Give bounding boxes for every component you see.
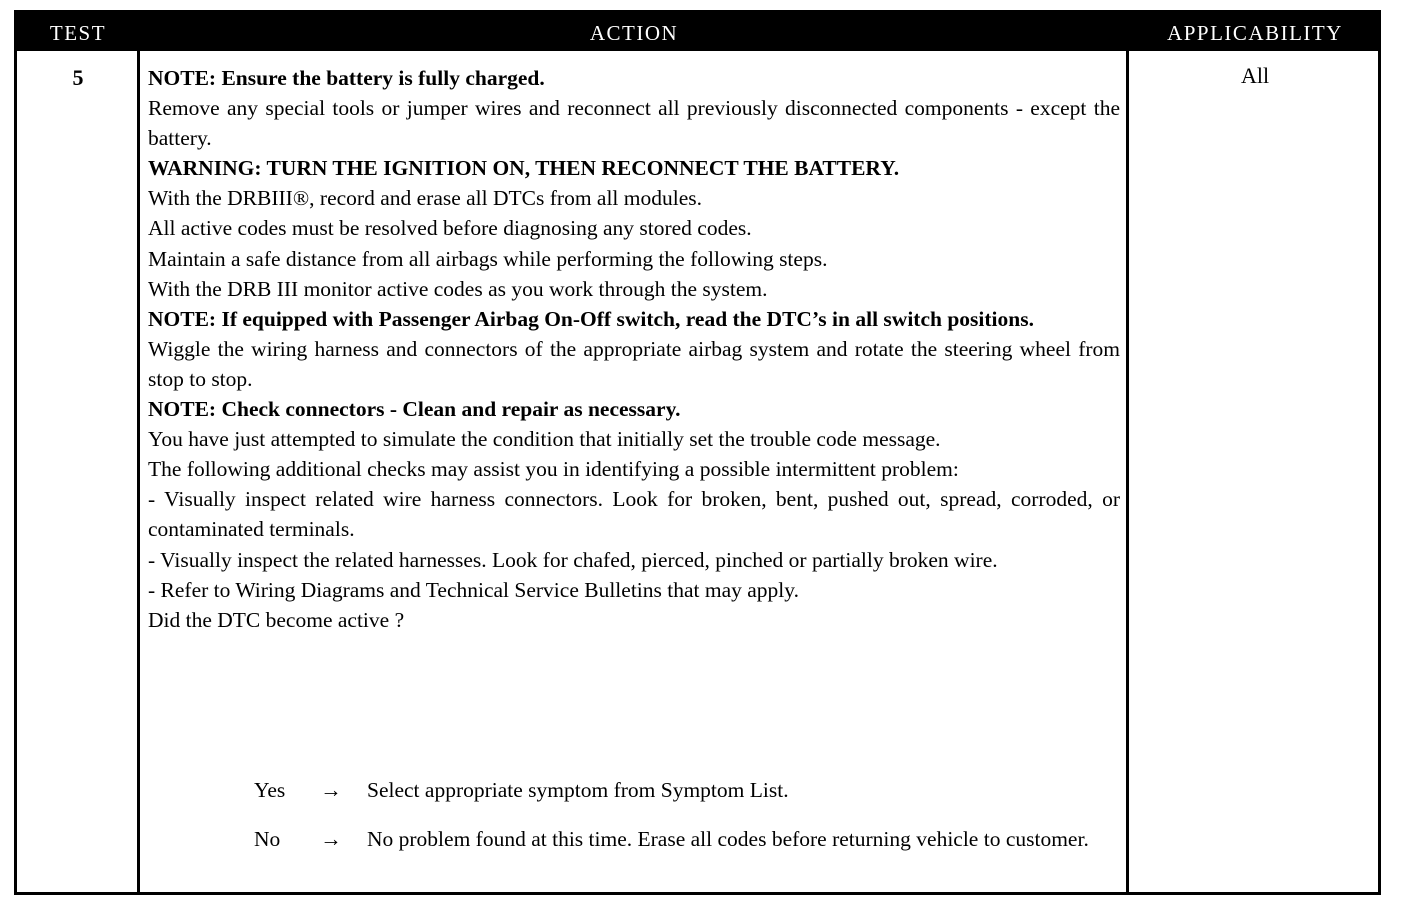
action-line: NOTE: Ensure the battery is fully charged. (148, 66, 545, 90)
applicability-value: All (1240, 63, 1270, 88)
action-line: The following additional checks may assist you in identifying a possible intermittent problem: (148, 457, 959, 482)
action-line: You have just attempted to simulate the condition that initially set the trouble code message. (148, 427, 941, 452)
action-line: - Visually inspect related wire harness connectors. Look for broken, bent, pushed out, spread, corroded, or contaminated terminals. (148, 487, 1120, 542)
action-line: - Visually inspect the related harnesses. Look for chafed, pierced, pinched or partially broken wire. (148, 547, 998, 572)
action-line: WARNING: TURN THE IGNITION ON, THEN RECONNECT THE BATTERY. (148, 156, 900, 181)
header-action: ACTION (589, 21, 679, 45)
action-line: With the DRBIII®, record and erase all DTCs from all modules. (148, 186, 703, 211)
action-line: Did the DTC become active ? (148, 607, 405, 632)
column-divider-applicability (1126, 51, 1129, 892)
action-line: Wiggle the wiring harness and connectors of the appropriate airbag system and rotate the steering wheel from stop to stop. (148, 336, 1120, 391)
arrow-right-icon: → (320, 827, 342, 851)
test-number: 5 (72, 65, 84, 90)
choice-yes-label: Yes (254, 778, 286, 802)
action-line: - Refer to Wiring Diagrams and Technical Service Bulletins that may apply. (148, 577, 800, 602)
table-header (17, 13, 1378, 51)
action-line: Remove any special tools or jumper wires and reconnect all previously disconnected components - except the battery. (148, 96, 1120, 151)
action-line: NOTE: If equipped with Passenger Airbag On-Off switch, read the DTC’s in all switch positions. (148, 306, 1034, 331)
column-divider-test (137, 51, 140, 892)
action-line: All active codes must be resolved before diagnosing any stored codes. (148, 216, 752, 241)
choice-no-label: No (254, 827, 281, 851)
header-test: TEST (49, 21, 107, 45)
action-line: Maintain a safe distance from all airbags while performing the following steps. (148, 246, 828, 271)
action-text (148, 63, 1120, 635)
choice-no-text: No problem found at this time. Erase all codes before returning vehicle to customer. (367, 827, 1089, 851)
header-applicability: APPLICABILITY (1167, 21, 1343, 45)
diagnostic-test-table (14, 10, 1381, 895)
choice-yes-text: Select appropriate symptom from Symptom List. (367, 778, 789, 802)
action-line: NOTE: Check connectors - Clean and repair as necessary. (148, 397, 681, 422)
arrow-right-icon: → (320, 778, 342, 802)
action-line: With the DRB III monitor active codes as you work through the system. (148, 276, 768, 301)
